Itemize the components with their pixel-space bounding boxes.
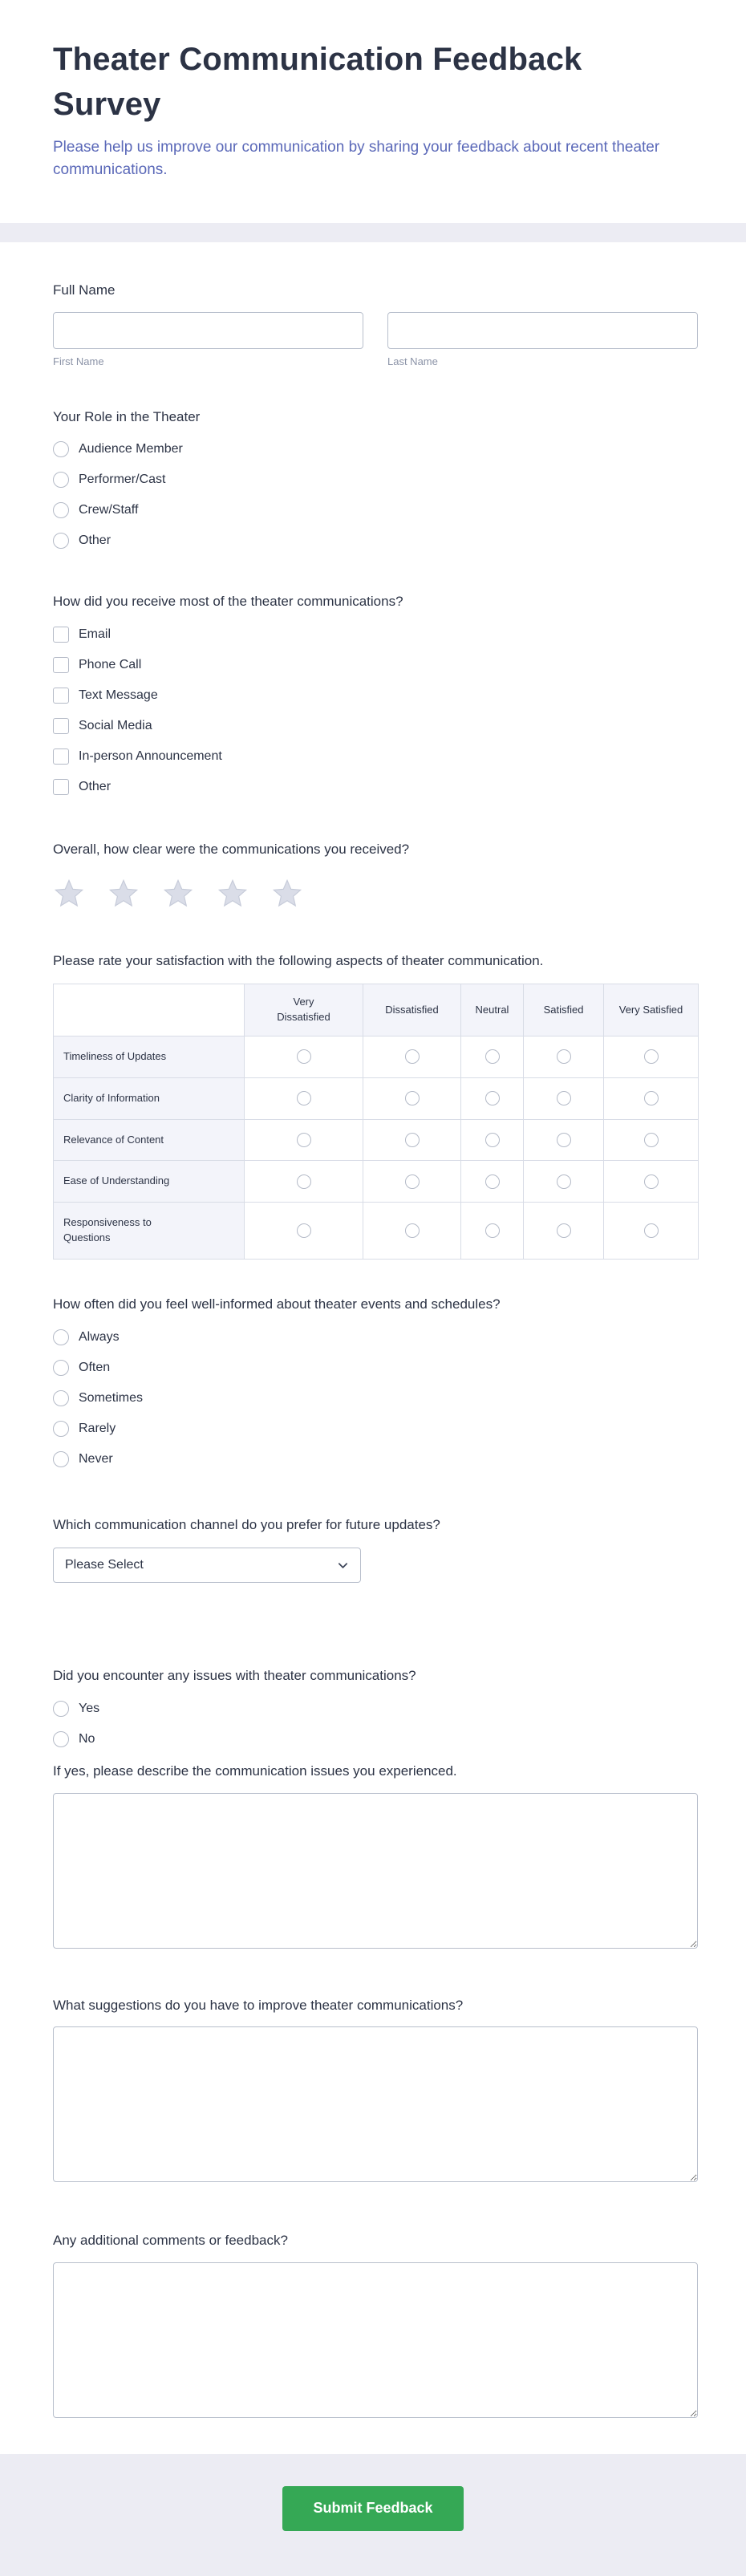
option-label: Phone Call: [79, 657, 142, 671]
question-channels: [53, 592, 698, 795]
matrix-cell[interactable]: [604, 1203, 699, 1260]
select-value: Please Select: [65, 1558, 144, 1572]
option-label: Performer/Cast: [79, 473, 166, 487]
question-additional-comments: [53, 2231, 698, 2422]
matrix-column-header: [604, 984, 699, 1036]
matrix-cell[interactable]: [604, 1036, 699, 1077]
row-label-text: Timeliness of Updates: [63, 1049, 167, 1062]
radio-icon[interactable]: [53, 533, 69, 549]
matrix-row-label: [54, 1161, 245, 1203]
checkbox-icon[interactable]: [53, 718, 69, 734]
radio-option-no[interactable]: [53, 1731, 698, 1747]
matrix-cell[interactable]: [245, 1036, 363, 1077]
star-icon[interactable]: [107, 878, 140, 910]
first-name-field: [53, 312, 363, 367]
form-body: [0, 242, 746, 2454]
question-role: [53, 408, 698, 550]
radio-icon[interactable]: [53, 472, 69, 488]
radio-icon[interactable]: [644, 1049, 659, 1064]
option-label: Yes: [79, 1701, 100, 1715]
question-label: Your Role in the Theater: [53, 408, 201, 424]
matrix-column-header: [245, 984, 363, 1036]
satisfaction-matrix: [53, 984, 699, 1260]
matrix-column-header: [524, 984, 604, 1036]
matrix-column-header: [461, 984, 524, 1036]
radio-option-yes[interactable]: [53, 1701, 698, 1717]
radio-icon[interactable]: [53, 1451, 69, 1467]
checkbox-icon[interactable]: [53, 748, 69, 765]
question-preferred-channel: [53, 1515, 698, 1584]
radio-option-other[interactable]: [53, 533, 698, 549]
star-icon[interactable]: [53, 878, 85, 910]
star-icon[interactable]: [162, 878, 194, 910]
radio-icon[interactable]: [485, 1133, 500, 1147]
question-satisfaction-matrix: [53, 951, 698, 1260]
matrix-row-relevance: [54, 1119, 699, 1161]
radio-icon[interactable]: [53, 441, 69, 457]
matrix-cell[interactable]: [245, 1119, 363, 1161]
checkbox-option-in-person-announcement[interactable]: [53, 748, 698, 765]
matrix-row-label: [54, 1036, 245, 1077]
option-label: In-person Announcement: [79, 748, 222, 763]
radio-icon[interactable]: [485, 1049, 500, 1064]
question-label: Please rate your satisfaction with the following aspects of theater communication.: [53, 952, 544, 968]
matrix-corner-cell: [54, 984, 245, 1036]
radio-option-sometimes[interactable]: [53, 1390, 698, 1406]
matrix-cell[interactable]: [363, 1161, 461, 1203]
matrix-cell[interactable]: [524, 1077, 604, 1119]
radio-icon[interactable]: [557, 1091, 571, 1105]
matrix-row-label: [54, 1119, 245, 1161]
matrix-cell[interactable]: [524, 1119, 604, 1161]
question-label: How often did you feel well-informed about theater events and schedules?: [53, 1296, 501, 1312]
row-label-text: Clarity of Information: [63, 1091, 160, 1104]
radio-option-never[interactable]: [53, 1451, 698, 1467]
radio-icon[interactable]: [557, 1133, 571, 1147]
checkbox-option-other[interactable]: [53, 779, 698, 795]
column-header-label: Very Satisfied: [618, 1003, 683, 1016]
option-label: Audience Member: [79, 442, 183, 456]
column-header-label: Dissatisfied: [385, 1003, 439, 1016]
option-label: Email: [79, 627, 111, 641]
radio-icon[interactable]: [297, 1049, 311, 1064]
matrix-row-label: [54, 1203, 245, 1260]
checkbox-option-text-message[interactable]: [53, 688, 698, 704]
last-name-field: [387, 312, 698, 367]
radio-option-rarely[interactable]: [53, 1421, 698, 1437]
column-header-label: Neutral: [475, 1003, 509, 1016]
row-label-text: Relevance of Content: [63, 1133, 164, 1146]
matrix-cell[interactable]: [524, 1161, 604, 1203]
matrix-row-timeliness: [54, 1036, 699, 1077]
radio-option-audience-member[interactable]: [53, 441, 698, 457]
radio-icon[interactable]: [297, 1223, 311, 1238]
question-label: Did you encounter any issues with theater communications?: [53, 1668, 416, 1684]
question-informed: [53, 1295, 698, 1467]
matrix-cell[interactable]: [604, 1161, 699, 1203]
question-label: What suggestions do you have to improve theater communications?: [53, 1997, 464, 2013]
question-suggestions: [53, 1996, 698, 2187]
radio-icon[interactable]: [297, 1091, 311, 1105]
radio-icon[interactable]: [297, 1174, 311, 1189]
matrix-cell[interactable]: [245, 1077, 363, 1119]
matrix-row-ease: [54, 1161, 699, 1203]
form-footer: [0, 2454, 746, 2576]
radio-icon[interactable]: [405, 1049, 420, 1064]
matrix-column-header: [363, 984, 461, 1036]
radio-icon[interactable]: [557, 1049, 571, 1064]
option-label: Rarely: [79, 1421, 116, 1435]
star-icon[interactable]: [217, 878, 249, 910]
radio-icon[interactable]: [53, 1731, 69, 1747]
column-header-label: Satisfied: [543, 1003, 584, 1016]
radio-option-crew-staff[interactable]: [53, 502, 698, 518]
radio-option-often[interactable]: [53, 1360, 698, 1376]
matrix-cell[interactable]: [363, 1077, 461, 1119]
option-label: Text Message: [79, 688, 158, 702]
radio-icon[interactable]: [644, 1223, 659, 1238]
radio-icon[interactable]: [644, 1133, 659, 1147]
name-row: [53, 312, 698, 367]
matrix-header-row: [54, 984, 699, 1036]
radio-icon[interactable]: [405, 1091, 420, 1105]
radio-icon[interactable]: [53, 1701, 69, 1717]
matrix-cell[interactable]: [363, 1203, 461, 1260]
row-label-text: Ease of Understanding: [63, 1174, 170, 1187]
question-label: Which communication channel do you prefer for future updates?: [53, 1516, 440, 1532]
question-label: Any additional comments or feedback?: [53, 2233, 288, 2249]
option-label: Always: [79, 1329, 120, 1344]
question-issue-description: [53, 1762, 698, 1953]
matrix-row-responsiveness: [54, 1203, 699, 1260]
matrix-cell[interactable]: [363, 1119, 461, 1161]
form-subtitle: Please help us improve our communication by sharing your feedback about recent theater communications.: [53, 139, 660, 178]
submit-button[interactable]: Submit Feedback: [282, 2486, 464, 2531]
matrix-cell[interactable]: [245, 1203, 363, 1260]
radio-icon[interactable]: [644, 1174, 659, 1189]
last-name-input[interactable]: [387, 312, 698, 349]
informed-options: [53, 1329, 698, 1467]
radio-icon[interactable]: [557, 1223, 571, 1238]
radio-icon[interactable]: [297, 1133, 311, 1147]
option-label: Other: [79, 779, 111, 793]
option-label: Often: [79, 1360, 111, 1374]
radio-icon[interactable]: [405, 1133, 420, 1147]
option-label: Other: [79, 533, 111, 548]
radio-icon[interactable]: [53, 502, 69, 518]
preferred-channel-select[interactable]: [53, 1548, 361, 1583]
matrix-cell[interactable]: [461, 1203, 524, 1260]
question-label: How did you receive most of the theater communications?: [53, 594, 403, 610]
question-label: Overall, how clear were the communications you received?: [53, 841, 410, 857]
radio-icon[interactable]: [557, 1174, 571, 1189]
channel-options: [53, 627, 698, 795]
radio-icon[interactable]: [485, 1223, 500, 1238]
radio-icon[interactable]: [644, 1091, 659, 1105]
radio-option-performer-cast[interactable]: [53, 472, 698, 488]
option-label: Crew/Staff: [79, 503, 139, 517]
matrix-cell[interactable]: [461, 1119, 524, 1161]
question-issues: [53, 1666, 698, 1747]
row-label-text: Responsiveness to Questions: [63, 1216, 152, 1244]
chevron-down-icon: [337, 1560, 349, 1572]
role-options: [53, 441, 698, 549]
radio-icon[interactable]: [485, 1174, 500, 1189]
matrix-cell[interactable]: [461, 1077, 524, 1119]
matrix-cell[interactable]: [524, 1203, 604, 1260]
question-label: If yes, please describe the communication issues you experienced.: [53, 1763, 457, 1779]
matrix-cell[interactable]: [245, 1161, 363, 1203]
checkbox-icon[interactable]: [53, 627, 69, 643]
question-full-name: [53, 281, 698, 367]
issue-description-textarea[interactable]: [53, 1793, 698, 1949]
matrix-cell[interactable]: [363, 1036, 461, 1077]
first-name-input[interactable]: [53, 312, 363, 349]
matrix-cell[interactable]: [461, 1036, 524, 1077]
option-label: Sometimes: [79, 1390, 144, 1405]
radio-icon[interactable]: [53, 1360, 69, 1376]
matrix-cell[interactable]: [604, 1119, 699, 1161]
radio-icon[interactable]: [53, 1421, 69, 1437]
form-title: Theater Communication Feedback Survey: [53, 42, 582, 122]
star-icon[interactable]: [271, 878, 303, 910]
radio-option-always[interactable]: [53, 1329, 698, 1345]
checkbox-icon[interactable]: [53, 779, 69, 795]
radio-icon[interactable]: [405, 1174, 420, 1189]
option-label: No: [79, 1731, 95, 1746]
radio-icon[interactable]: [53, 1390, 69, 1406]
question-clarity-rating: [53, 840, 698, 910]
checkbox-icon[interactable]: [53, 688, 69, 704]
checkbox-option-phone-call[interactable]: [53, 657, 698, 673]
radio-icon[interactable]: [53, 1329, 69, 1345]
option-label: Never: [79, 1451, 113, 1466]
first-name-sublabel: First Name: [53, 355, 104, 367]
question-label: Full Name: [53, 282, 116, 298]
matrix-row-label: [54, 1077, 245, 1119]
checkbox-icon[interactable]: [53, 657, 69, 673]
matrix-cell[interactable]: [604, 1077, 699, 1119]
option-label: Social Media: [79, 718, 152, 732]
matrix-cell[interactable]: [524, 1036, 604, 1077]
suggestions-textarea[interactable]: [53, 2026, 698, 2182]
last-name-sublabel: Last Name: [387, 355, 438, 367]
matrix-cell[interactable]: [461, 1161, 524, 1203]
column-header-label: Very Dissatisfied: [277, 996, 330, 1024]
form-header: [0, 0, 746, 223]
checkbox-option-email[interactable]: [53, 627, 698, 643]
additional-comments-textarea[interactable]: [53, 2262, 698, 2418]
matrix-row-clarity: [54, 1077, 699, 1119]
issues-options: [53, 1701, 698, 1747]
checkbox-option-social-media[interactable]: [53, 718, 698, 734]
radio-icon[interactable]: [405, 1223, 420, 1238]
star-rating: [53, 878, 698, 910]
radio-icon[interactable]: [485, 1091, 500, 1105]
